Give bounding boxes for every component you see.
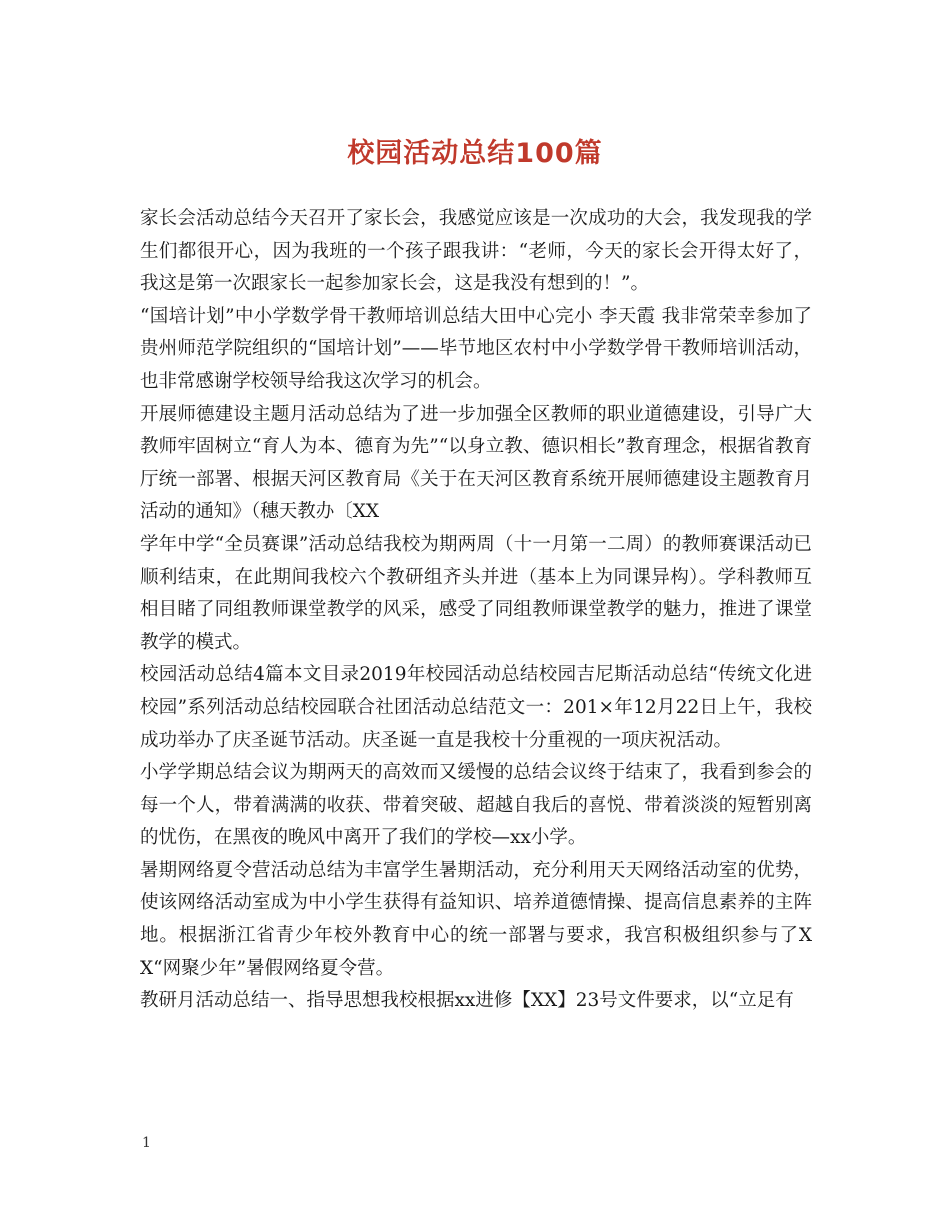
paragraph: 小学学期总结会议为期两天的高效而又缓慢的总结会议终于结束了，我看到参会的每一个人，带着满满的收获、带着突破、超越自我后的喜悦、带着淡淡的短暂别离的忧伤，在黑夜的晚风中离开了我们的学校—xx小学。 [140, 762, 812, 849]
page-number: 1 [142, 1135, 151, 1151]
paragraph: 家长会活动总结今天召开了家长会，我感觉应该是一次成功的大会，我发现我的学生们都很开心，因为我班的一个孩子跟我讲：“老师，今天的家长会开得太好了，我这是第一次跟家长一起参加家长会，这是我没有想到的！”。 [140, 208, 812, 295]
document-title: 校园活动总结100篇 [347, 138, 603, 169]
paragraph: “国培计划”中小学数学骨干教师培训总结大田中心完小 李天霞 我非常荣幸参加了贵州师范学院组织的“国培计划”——毕节地区农村中小学数学骨干教师培训活动，也非常感谢学校领导给我这次学习的机会。 [140, 305, 812, 392]
document-body [140, 203, 812, 1018]
paragraph: 暑期网络夏令营活动总结为丰富学生暑期活动，充分利用天天网络活动室的优势，使该网络活动室成为中小学生获得有益知识、培养道德情操、提高信息素养的主阵地。根据浙江省青少年校外教育中心的统一部署与要求，我宫积极组织参与了XX“网聚少年”暑假网络夏令营。 [140, 859, 812, 979]
paragraph: 学年中学“全员赛课”活动总结我校为期两周（十一月第一二周）的教师赛课活动已顺利结束，在此期间我校六个教研组齐头并进（基本上为同课异构）。学科教师互相目睹了同组教师课堂教学的风采，感受了同组教师课堂教学的魅力，推进了课堂教学的模式。 [140, 533, 812, 653]
paragraph: 教研月活动总结一、指导思想我校根据xx进修【XX】23号文件要求，以“立足有 [140, 990, 794, 1012]
paragraph: 开展师德建设主题月活动总结为了进一步加强全区教师的职业道德建设，引导广大教师牢固树立“育人为本、德育为先”“以身立教、德识相长”教育理念，根据省教育厅统一部署、根据天河区教育局《关于在天河区教育系统开展师德建设主题教育月活动的通知》（穗天教办〔XX [140, 403, 812, 523]
paragraph: 校园活动总结4篇本文目录2019年校园活动总结校园吉尼斯活动总结“传统文化进校园”系列活动总结校园联合社团活动总结范文一：201×年12月22日上午，我校成功举办了庆圣诞节活动。庆圣诞一直是我校十分重视的一项庆祝活动。 [140, 664, 812, 751]
